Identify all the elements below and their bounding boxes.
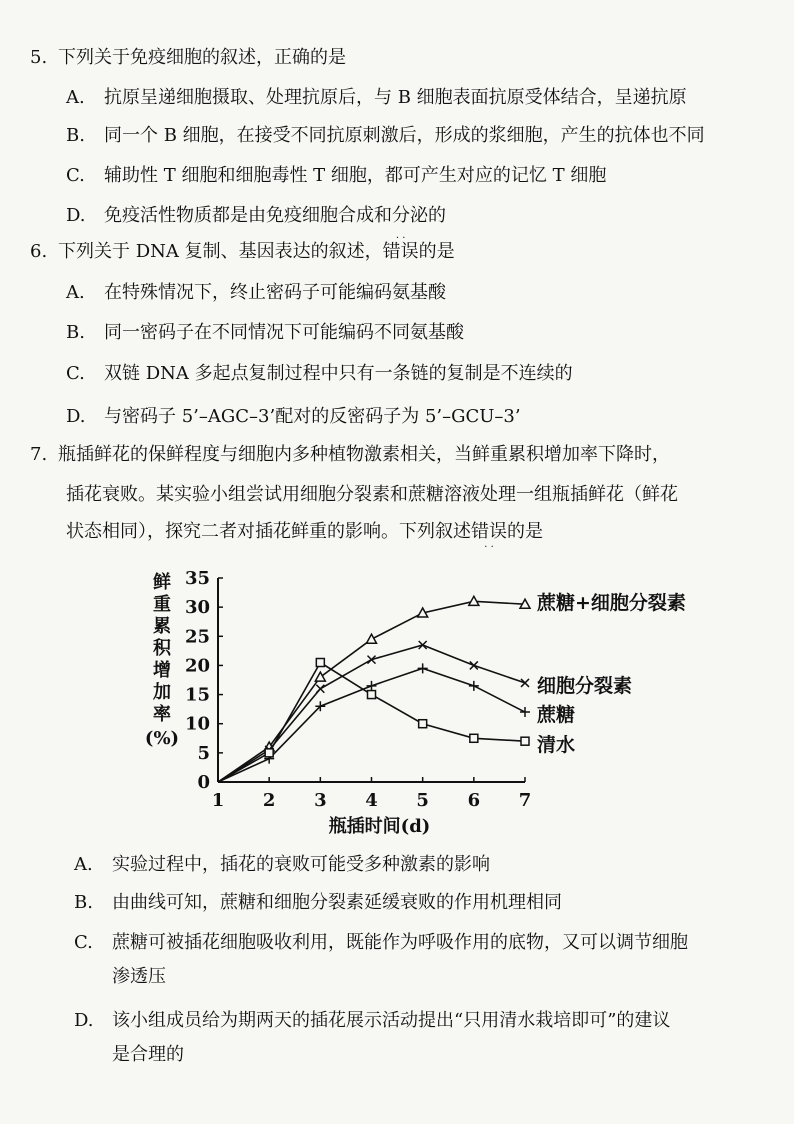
q7-option-c xyxy=(74,931,688,955)
q5-option-c xyxy=(66,164,606,188)
triangle-marker xyxy=(315,672,325,681)
square-marker xyxy=(521,737,529,745)
question-text-end: 的是 xyxy=(418,241,455,262)
y-tick-label: 0 xyxy=(197,772,210,793)
y-tick-label: 15 xyxy=(184,684,210,706)
question-text: 插花衰败。某实验小组尝试用细胞分裂素和蔗糖溶液处理一组瓶插鲜花（鲜花 xyxy=(66,484,678,505)
emphasis-dots: · · xyxy=(484,542,494,553)
y-axis-title-char: 率 xyxy=(153,704,171,725)
chart-series xyxy=(218,591,686,782)
option-text: 免疫活性物质都是由免疫细胞合成和分泌的 xyxy=(104,205,446,226)
x-tick-label: 5 xyxy=(416,790,429,811)
option-text: 在特殊情况下，终止密码子可能编码氨基酸 xyxy=(104,282,446,303)
square-marker xyxy=(316,659,324,667)
question-number: 6. xyxy=(30,241,48,262)
q7-option-a xyxy=(74,853,490,877)
question-text: 下列关于 DNA 复制、基因表达的叙述， xyxy=(58,241,383,262)
cross-marker xyxy=(521,679,529,687)
y-tick-label: 20 xyxy=(184,655,210,677)
y-axis-title-char: 鲜 xyxy=(153,572,171,593)
option-letter: A. xyxy=(66,282,85,303)
cross-marker xyxy=(316,685,324,693)
x-tick-label: 4 xyxy=(365,790,378,811)
question-7-stem-line2 xyxy=(66,483,678,507)
option-letter: A. xyxy=(66,87,85,108)
option-text: 该小组成员给为期两天的插花展示活动提出“只用清水栽培即可”的建议 xyxy=(112,1010,671,1031)
option-text: 与密码子 5’–AGC–3’配对的反密码子为 5’–GCU–3’ xyxy=(104,406,521,427)
option-text: 实验过程中，插花的衰败可能受多种激素的影响 xyxy=(112,854,490,875)
question-7-stem-line1 xyxy=(30,443,670,467)
q7-option-d-continued xyxy=(112,1043,184,1067)
option-text: 同一密码子在不同情况下可能编码不同氨基酸 xyxy=(104,322,464,343)
line-chart xyxy=(140,560,700,845)
series-label: 清水 xyxy=(537,734,576,757)
question-text-end: 的是 xyxy=(507,521,543,542)
emphasis-text: 错误 xyxy=(382,241,419,262)
x-axis-title: 瓶插时间(d) xyxy=(328,816,431,837)
option-letter: D. xyxy=(66,205,86,226)
option-letter: A. xyxy=(74,854,93,875)
y-axis-title-char: 重 xyxy=(153,594,171,615)
option-letter: B. xyxy=(66,322,85,343)
y-axis-title-char: 累 xyxy=(153,616,171,637)
q6-option-d xyxy=(66,405,521,429)
emphasis-word xyxy=(471,521,507,553)
option-text: 是合理的 xyxy=(112,1044,184,1065)
option-letter: C. xyxy=(66,363,85,384)
y-tick-label: 10 xyxy=(184,713,210,735)
x-tick-label: 2 xyxy=(262,790,276,811)
question-text: 瓶插鲜花的保鲜程度与细胞内多种植物激素相关，当鲜重累积增加率下降时， xyxy=(58,444,670,465)
series-label: 蔗糖 xyxy=(537,704,576,727)
option-text: 辅助性 T 细胞和细胞毒性 T 细胞，都可产生对应的记忆 T 细胞 xyxy=(104,165,607,186)
x-tick-label: 6 xyxy=(467,790,481,811)
option-letter: D. xyxy=(66,406,86,427)
series-label: 蔗糖+细胞分裂素 xyxy=(537,592,686,615)
option-text: 由曲线可知，蔗糖和细胞分裂素延缓衰败的作用机理相同 xyxy=(112,892,562,913)
emphasis-dots: · · xyxy=(395,233,406,244)
cross-marker xyxy=(470,661,478,669)
q6-option-c xyxy=(66,362,573,386)
question-7-stem-line3 xyxy=(66,520,543,553)
question-number: 7. xyxy=(30,444,48,465)
y-tick-label: 35 xyxy=(184,568,210,589)
square-marker xyxy=(368,691,376,699)
emphasis-word xyxy=(382,233,419,262)
question-6-stem xyxy=(30,233,455,264)
y-axis-title-char: 积 xyxy=(153,638,171,659)
q7-option-c-continued xyxy=(112,965,166,989)
emphasis-text: 错误 xyxy=(471,521,507,542)
square-marker xyxy=(265,749,273,757)
option-letter: B. xyxy=(74,892,93,913)
triangle-marker xyxy=(367,634,377,643)
option-text: 双链 DNA 多起点复制过程中只有一条链的复制是不连续的 xyxy=(104,363,573,384)
y-axis-title-char: 加 xyxy=(153,682,171,703)
question-text: 状态相同），探究二者对插花鲜重的影响。下列叙述 xyxy=(66,521,471,542)
square-marker xyxy=(470,734,478,742)
q6-option-a xyxy=(66,281,446,305)
plus-marker xyxy=(418,663,428,673)
question-number: 5. xyxy=(30,47,48,68)
question-text: 下列关于免疫细胞的叙述，正确的是 xyxy=(58,47,346,68)
y-tick-label: 30 xyxy=(184,597,210,619)
option-letter: B. xyxy=(66,125,85,146)
y-axis-unit: (%) xyxy=(144,728,180,749)
q5-option-d xyxy=(66,204,446,228)
y-axis-title-char: 增 xyxy=(153,660,171,681)
y-tick-label: 5 xyxy=(197,742,210,764)
x-tick-label: 3 xyxy=(314,790,327,811)
series-label: 细胞分裂素 xyxy=(537,674,633,697)
q7-option-d xyxy=(74,1009,670,1033)
x-tick-label: 7 xyxy=(518,790,532,811)
option-letter: D. xyxy=(74,1010,94,1031)
q7-option-b xyxy=(74,891,562,915)
q6-option-b xyxy=(66,321,464,345)
option-text: 蔗糖可被插花细胞吸收利用，既能作为呼吸作用的底物，又可以调节细胞 xyxy=(112,932,688,953)
q5-option-b xyxy=(66,124,705,148)
square-marker xyxy=(419,720,427,728)
option-text: 同一个 B 细胞，在接受不同抗原刺激后，形成的浆细胞，产生的抗体也不同 xyxy=(104,125,705,146)
plus-marker xyxy=(469,681,479,691)
plus-marker xyxy=(367,681,377,691)
option-text: 抗原呈递细胞摄取、处理抗原后，与 B 细胞表面抗原受体结合，呈递抗原 xyxy=(104,87,687,108)
y-tick-label: 25 xyxy=(184,626,210,648)
y-axis-title xyxy=(145,571,179,749)
plus-marker xyxy=(520,707,530,717)
series-line xyxy=(218,663,525,782)
option-letter: C. xyxy=(66,165,85,186)
option-text: 渗透压 xyxy=(112,966,166,987)
x-tick-label: 1 xyxy=(211,790,225,811)
q5-option-a xyxy=(66,86,687,110)
option-letter: C. xyxy=(74,932,93,953)
question-5-stem xyxy=(30,46,346,70)
